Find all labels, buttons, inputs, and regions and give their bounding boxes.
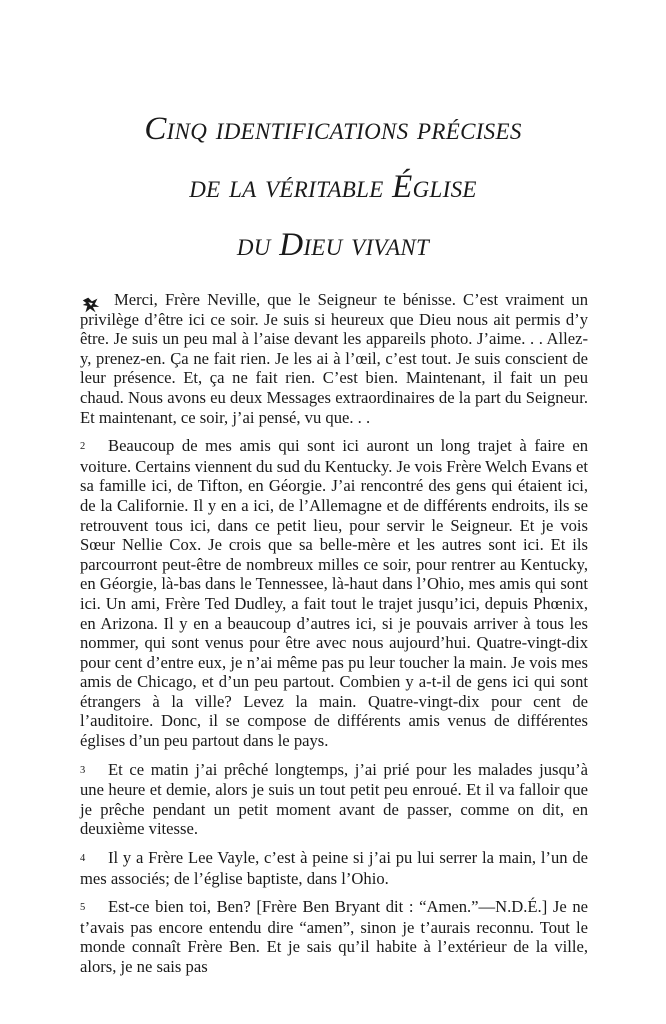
eagle-emblem-icon <box>80 294 102 316</box>
paragraph-number: 4 <box>80 853 86 865</box>
paragraph-1-text: Merci, Frère Neville, que le Seigneur te bénisse. C’est vraiment un privilège d’être ici ce soir. Je suis si heureux que Dieu nous ait permis d’y être. Je suis un peu mal à l’aise devant les appareils photo. J’aime. . . Allez-y, prenez-en. Ça ne fait rien. Je les ai à l’œil, c’est tout. Je suis conscient de leur présence. Et, ça ne fait rien. C’est bien. Maintenant, il fait un peu chaud. Nous avons eu deux Messages extraordinaires de la part du Seigneur. Et maintenant, ce soir, j’ai pensé, vu que. . . <box>80 290 588 427</box>
paragraph-4 <box>80 848 588 888</box>
paragraph-3-text: Et ce matin j’ai prêché longtemps, j’ai prié pour les malades jusqu’à une heure et demie, alors je suis un tout petit peu enroué. Et il va falloir que je prêche pendant un petit moment avant de passer, comme on dit, en deuxième vitesse. <box>80 759 588 839</box>
paragraph-5-text: Est-ce bien toi, Ben? [Frère Ben Bryant dit : “Amen.”—N.D.É.] Je ne t’avais pas encore entendu dire “amen”, sinon je t’aurais reconnu. Tout le monde connaît Frère Ben. Et je sais qu’il habite à l’extérieur de la ville, alors, je ne sais pas <box>80 897 588 976</box>
paragraph-1 <box>80 290 588 427</box>
paragraph-number: 2 <box>80 441 86 453</box>
paragraph-2 <box>80 436 588 751</box>
title-line-3: du Dieu vivant <box>236 227 430 263</box>
paragraph-number: 3 <box>80 764 86 776</box>
paragraph-5 <box>80 897 588 976</box>
title-line-1: Cinq identifications précises <box>144 111 522 147</box>
sermon-body <box>80 290 588 986</box>
paragraph-2-text: Beaucoup de mes amis qui sont ici auront un long trajet à faire en voiture. Certains viennent du sud du Kentucky. Je vois Frère Welch Evans et sa famille ici, de Tifton, en Géorgie. J’ai rencontré des gens qui étaient ici, de la Californie. Il y en a ici, de l’Allemagne et de différents endroits, ils se retrouvent tous ici, dans ce petit lieu, pour servir le Seigneur. Et je vois Sœur Nellie Cox. Je crois que sa belle-mère et les autres sont ici. Et ils parcourront peut-être de nombreux milles ce soir, pour rentrer au Kentucky, en Géorgie, là-bas dans le Tennessee, là-haut dans l’Ohio, mes amis qui sont ici. Un ami, Frère Ted Dudley, a fait tout le trajet jusqu’ici, depuis Phœnix, en Arizona. Il y en a beaucoup d’autres ici, si je pouvais arriver à tous les nommer, qui sont venus pour être avec nous aujourd’hui. Quatre-vingt-dix pour cent d’entre eux, je n’ai même pas pu leur toucher la main. Je vois mes amis de Chicago, et d’un peu partout. Combien y a-t-il de gens ici qui sont étrangers à la ville? Levez la main. Quatre-vingt-dix pour cent de l’auditoire. Donc, il se compose de différents amis venus de différentes églises d’un peu partout dans le pays. <box>80 436 588 751</box>
title-line-2: de la véritable Église <box>189 169 477 205</box>
paragraph-3 <box>80 760 588 839</box>
paragraph-number: 5 <box>80 902 86 914</box>
sermon-title <box>0 100 666 274</box>
paragraph-4-text: Il y a Frère Lee Vayle, c’est à peine si j’ai pu lui serrer la main, l’un de mes associés; de l’église baptiste, dans l’Ohio. <box>80 848 588 888</box>
